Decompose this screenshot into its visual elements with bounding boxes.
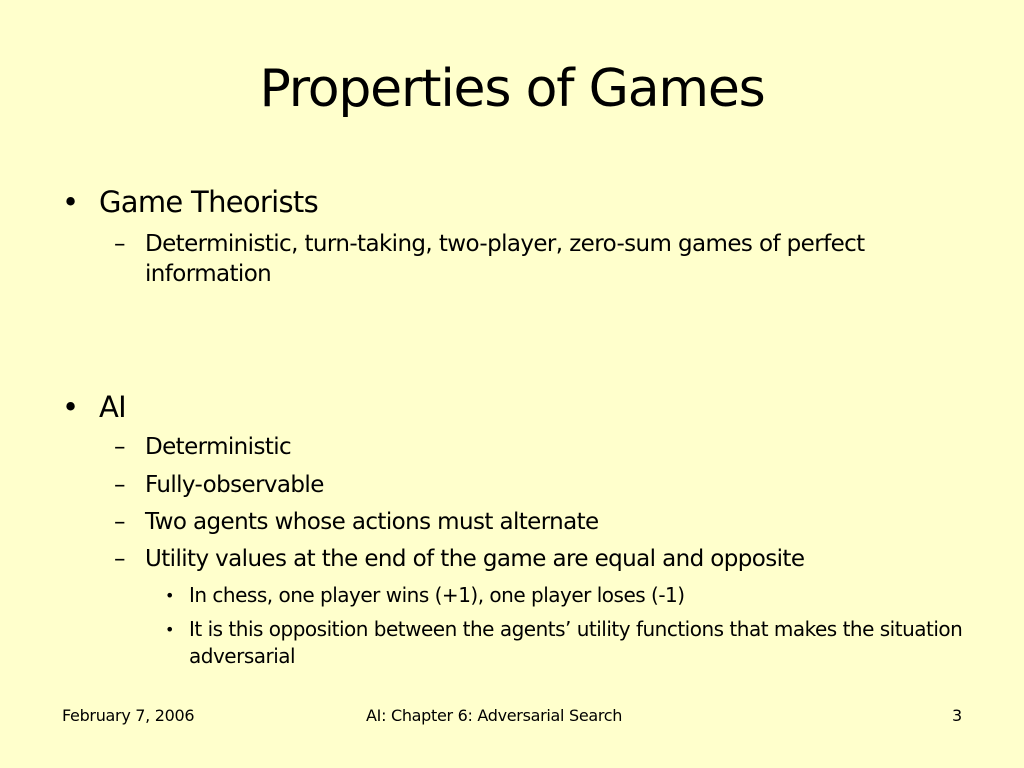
sub-bullet-text: Deterministic, turn-taking, two-player, zero-sum games of perfect information xyxy=(145,231,865,287)
sub-sub-bullet-text: In chess, one player wins (+1), one player loses (-1) xyxy=(189,583,685,607)
dash-icon: – xyxy=(114,472,125,498)
sub-bullet xyxy=(114,507,894,537)
dash-icon: – xyxy=(114,509,125,535)
bullet-icon: • xyxy=(62,390,79,424)
sub-bullet xyxy=(114,544,894,574)
bullet-text: Game Theorists xyxy=(99,185,318,219)
sub-bullet-text: Fully-observable xyxy=(145,472,324,498)
sub-sub-bullet xyxy=(165,616,965,670)
sub-sub-bullet xyxy=(165,582,965,609)
bullet-text: AI xyxy=(99,390,126,424)
dash-icon: – xyxy=(114,231,125,257)
dot-icon: • xyxy=(165,586,174,605)
page-number: 3 xyxy=(952,706,962,725)
sub-bullet-text: Two agents whose actions must alternate xyxy=(145,509,599,535)
sub-bullet-text: Utility values at the end of the game are equal and opposite xyxy=(145,546,805,572)
slide-title: Properties of Games xyxy=(259,59,765,119)
footer-title: AI: Chapter 6: Adversarial Search xyxy=(366,706,623,725)
dash-icon: – xyxy=(114,546,125,572)
dash-icon: – xyxy=(114,434,125,460)
sub-bullet xyxy=(114,470,894,500)
bullet-icon: • xyxy=(62,185,79,219)
dot-icon: • xyxy=(165,620,174,639)
sub-sub-bullet-text: It is this opposition between the agents’ utility functions that makes the situation adversarial xyxy=(189,617,963,668)
footer-date: February 7, 2006 xyxy=(62,706,195,725)
sub-bullet-text: Deterministic xyxy=(145,434,292,460)
sub-bullet xyxy=(114,229,894,289)
sub-bullet xyxy=(114,432,894,462)
